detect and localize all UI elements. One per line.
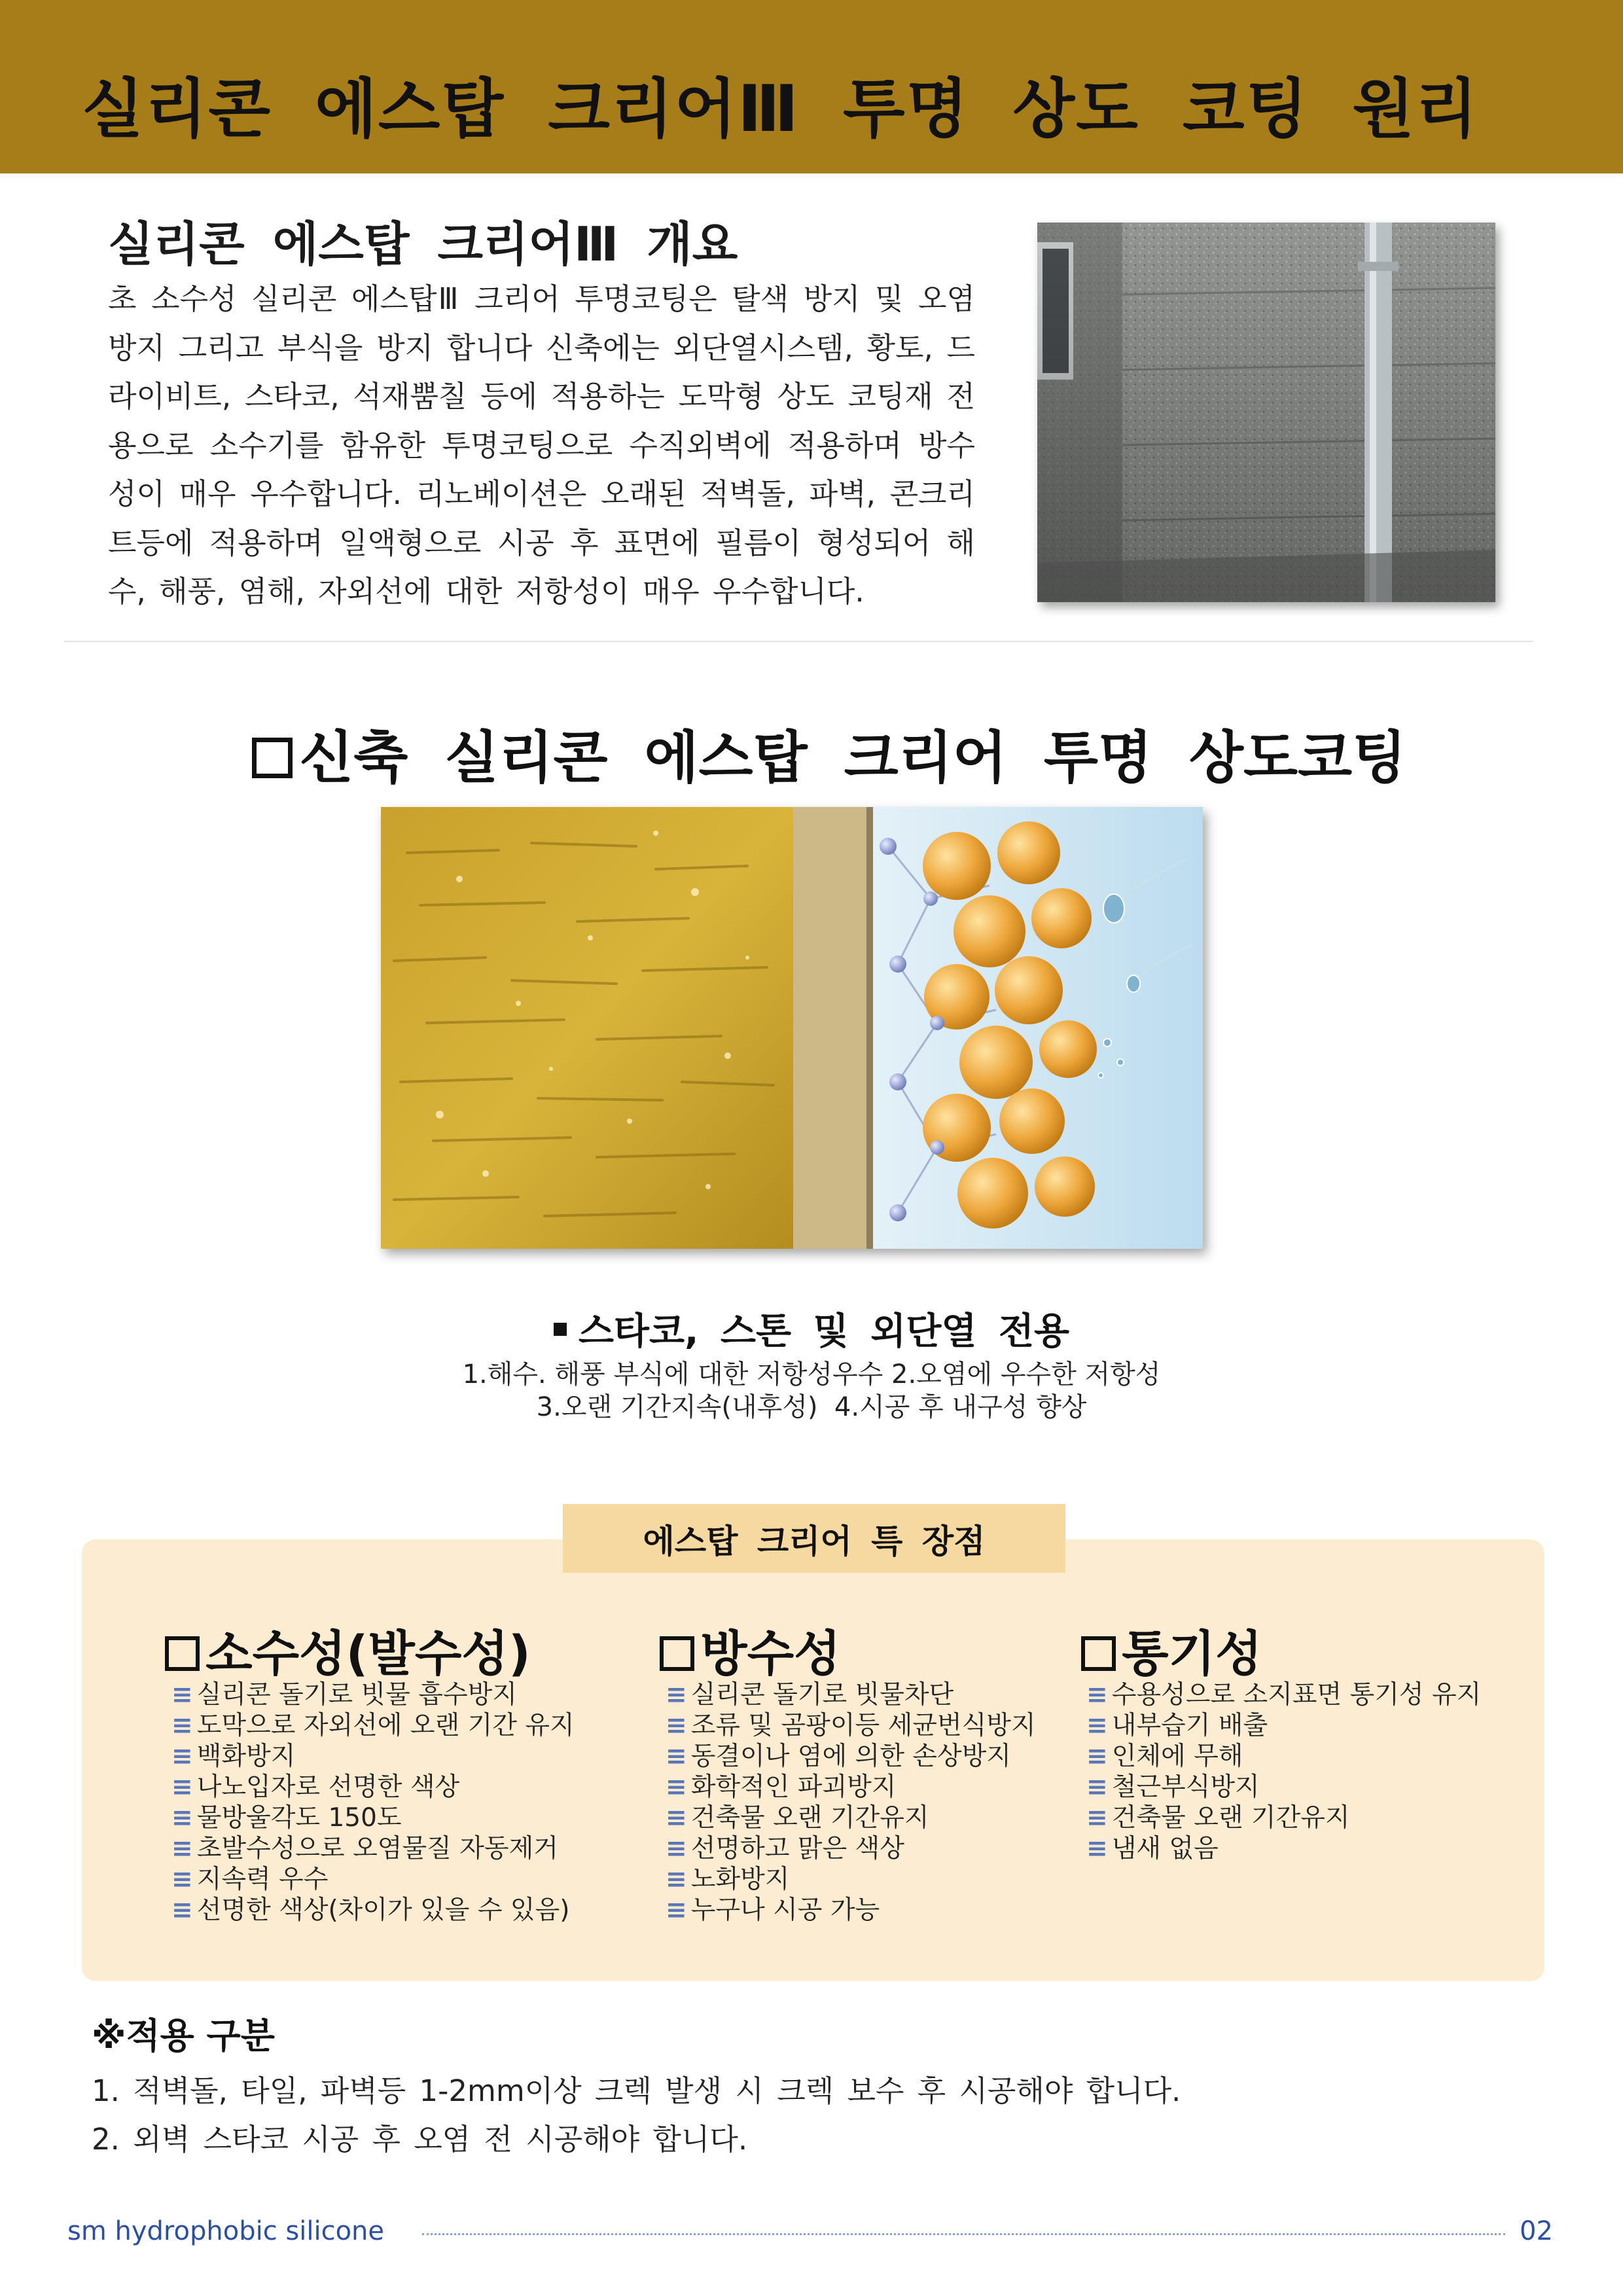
advantages-tab-label: 에스탑 크리어 특 장점 (563, 1504, 1065, 1573)
stucco-title-text: 스타코, 스톤 및 외단열 전용 (578, 1310, 1070, 1353)
list-item: ≡ 실리콘 돌기로 빗물차단 (666, 1679, 1036, 1710)
list-item: ≡ 화학적인 파괴방지 (666, 1772, 1036, 1803)
footer-brand: sm hydrophobic silicone (67, 2216, 385, 2246)
list-item: ≡ 건축물 오랜 기간유지 (1086, 1803, 1481, 1833)
stucco-benefit-line-2: 3.오랜 기간지속(내후성) 4.시공 후 내구성 향상 (536, 1392, 1087, 1422)
footer-dotted-rule (422, 2233, 1505, 2235)
list-item: ≡ 수용성으로 소지표면 통기성 유지 (1086, 1679, 1481, 1710)
list-item: ≡ 초발수성으로 오염물질 자동제거 (171, 1833, 575, 1864)
list-item: ≡ 도막으로 자외선에 오랜 기간 유지 (171, 1710, 575, 1741)
checkbox-icon (660, 1636, 694, 1671)
square-bullet-icon (554, 1323, 567, 1336)
list-item: ≡ 지속력 우수 (171, 1864, 575, 1895)
hydrophobic-column-title (165, 1615, 531, 1685)
overview-body: 초 소수성 실리콘 에스탑Ⅲ 크리어 투명코팅은 탈색 방지 및 오염 방지 그리고 부식을 방지 합니다 신축에는 외단열시스템, 황토, 드라이비트, 스타코, 석재뿜칠 등에 적용하는 도막형 상도 코팅재 전용으로 소수기를 함유한 투명코팅으로 수직외벽에 적용하며 방수성이 매우 우수합니다. 리노베이션은 오래된 적벽돌, 파벽, 콘크리트등에 적용하며 일액형으로 시공 후 표면에 필름이 형성되어 해수, 해풍, 염해, 자외선에 대한 저항성이 매우 우수합니다. (108, 281, 975, 609)
overview-title: 실리콘 에스탑 크리어Ⅲ 개요 (108, 217, 738, 272)
waterproof-column-title (660, 1615, 841, 1685)
section-heading-text: 신축 실리콘 에스탑 크리어 투명 상도코팅 (299, 725, 1407, 791)
list-item: ≡ 건축물 오랜 기간유지 (666, 1803, 1036, 1833)
breathability-column-title (1081, 1615, 1262, 1685)
list-item: ≡ 백화방지 (171, 1741, 575, 1772)
list-item: ≡ 노화방지 (666, 1864, 1036, 1895)
list-item: ≡ 조류 및 곰팡이등 세균번식방지 (666, 1710, 1036, 1741)
column-title-text: 소수성(발수성) (205, 1626, 531, 1682)
stucco-benefit-line-1: 1.해수. 해풍 부식에 대한 저항성우수 2.오염에 우수한 저항성 (462, 1359, 1161, 1390)
coating-principle-diagram (381, 807, 1203, 1249)
column-title-text: 통기성 (1122, 1626, 1262, 1682)
list-item: ≡ 인체에 무해 (1086, 1741, 1481, 1772)
stucco-title (0, 1302, 1623, 1355)
list-item: ≡ 냄새 없음 (1086, 1833, 1481, 1864)
breathability-list (1086, 1679, 1481, 1864)
list-item: ≡ 내부습기 배출 (1086, 1710, 1481, 1741)
checkbox-icon (1081, 1636, 1116, 1671)
checkbox-icon (252, 738, 293, 778)
list-item: ≡ 선명하고 맑은 색상 (666, 1833, 1036, 1864)
section-divider (64, 641, 1533, 642)
list-item: ≡ 동결이나 염에 의한 손상방지 (666, 1741, 1036, 1772)
checkbox-icon (165, 1636, 200, 1671)
list-item: ≡ 물방울각도 150도 (171, 1803, 575, 1833)
application-title: ※적용 구분 (92, 2015, 275, 2056)
list-item: ≡ 철근부식방지 (1086, 1772, 1481, 1803)
building-wall-photo (1037, 223, 1495, 602)
application-line-1: 1. 적벽돌, 타일, 파벽등 1-2mm이상 크렉 발생 시 크렉 보수 후 시공해야 합니다. (92, 2073, 1181, 2108)
list-item: ≡ 누구나 시공 가능 (666, 1895, 1036, 1926)
page-number: 02 (1520, 2216, 1553, 2246)
hydrophobic-list (171, 1679, 575, 1926)
section-heading (252, 712, 1406, 793)
column-title-text: 방수성 (700, 1626, 841, 1682)
list-item: ≡ 선명한 색상(차이가 있을 수 있음) (171, 1895, 575, 1926)
page-title: 실리콘 에스탑 크리어Ⅲ 투명 상도 코팅 원리 (82, 72, 1479, 147)
list-item: ≡ 실리콘 돌기로 빗물 흡수방지 (171, 1679, 575, 1710)
application-line-2: 2. 외벽 스타코 시공 후 오염 전 시공해야 합니다. (92, 2122, 748, 2157)
list-item: ≡ 나노입자로 선명한 색상 (171, 1772, 575, 1803)
waterproof-list (666, 1679, 1036, 1926)
